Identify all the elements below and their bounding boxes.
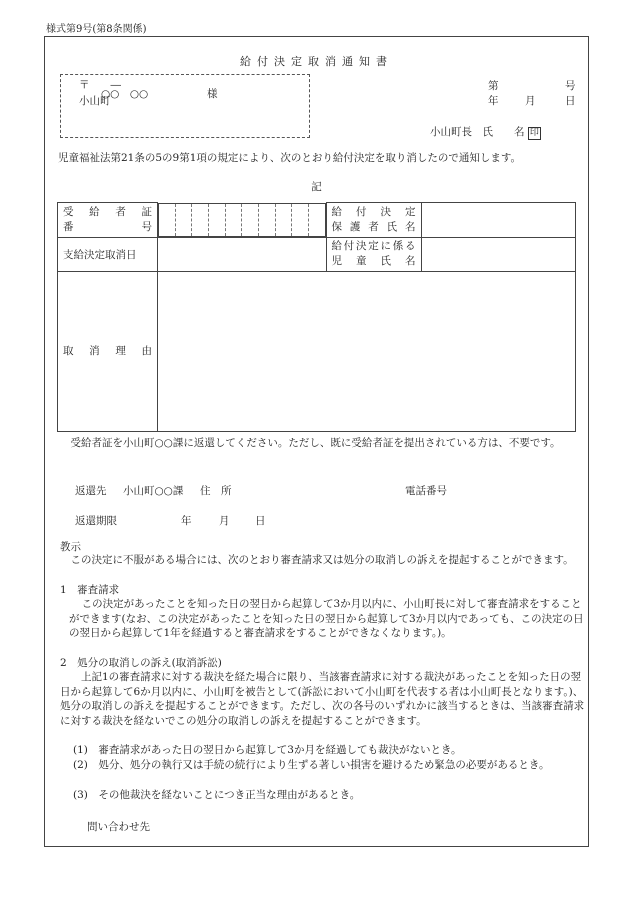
- details-table: [57, 202, 576, 432]
- item1-body: この決定があったことを知った日の翌日から起算して3か月以内に、小山町長に対して審査請求をすることができます(なお、この決定があったことを知った日の翌日から起算して3か月以内であっても、この決定の日の翌日から起算して1年を経過すると審査請求をすることができなくなります。)。: [69, 598, 584, 640]
- sender-name: 小山町長 氏 名: [430, 126, 525, 138]
- date-year: 年: [488, 95, 499, 107]
- notice-frame: [44, 36, 589, 847]
- intro-text: 児童福祉法第21条の5の9第1項の規定により、次のとおり給付決定を取り消したので通知します。: [58, 152, 522, 164]
- deadline-year: 年: [181, 515, 192, 527]
- cancel-date-label: 支給決定取消日: [58, 237, 158, 271]
- instruction-heading: 教示: [60, 541, 81, 553]
- form-number: 様式第9号(第8条関係): [46, 24, 147, 35]
- deadline-day: 日: [255, 515, 266, 527]
- recipient-number-field: [158, 203, 326, 237]
- sub-item-1: (1) 審査請求があった日の翌日から起算して3か月を経過しても裁決がないとき。: [73, 744, 462, 756]
- sub-item-2: (2) 処分、処分の執行又は手続の続行により生ずる著しい損害を避けるため緊急の必要があるとき。: [73, 759, 550, 771]
- addressee-name: ○○ ○○: [101, 88, 149, 100]
- child-name-field: [421, 237, 575, 271]
- item2-title: 2 処分の取消しの訴え(取消訴訟): [60, 657, 222, 669]
- sub-item-3: (3) その他裁決を経ないことにつき正当な理由があるとき。: [73, 789, 361, 801]
- reason-field: [158, 271, 576, 431]
- guardian-name-label: 給付決定 保護者氏名: [326, 203, 421, 238]
- seal-stamp: 印: [529, 128, 539, 138]
- instruction-intro: この決定に不服がある場合には、次のとおり審査請求又は処分の取消しの訴えを提起することができます。: [70, 554, 574, 566]
- addressee-honorific: 様: [207, 88, 218, 100]
- phone-label: 電話番号: [405, 485, 447, 497]
- address-block: [60, 74, 310, 138]
- reason-label: 取消理由: [58, 271, 158, 431]
- doc-number-prefix: 第: [488, 80, 499, 92]
- return-to-label: 返還先: [75, 485, 107, 497]
- deadline-month: 月: [219, 515, 230, 527]
- ki-heading: 記: [311, 181, 322, 193]
- contact-label: 問い合わせ先: [87, 821, 150, 833]
- address-town: 小山町: [79, 95, 111, 107]
- item2-body: 上記1の審査請求に対する裁決を経た場合に限り、当該審査請求に対する裁決があったことを知った日の翌日から起算して6か月以内に、小山町を被告として(訴訟において小山町を代表する者は小山町長となります。)、処分の取消しの訴えを提起することができます。ただし、次の各号のいずれかに該当するときは、当該審査請求に対する裁決を経ないでこの処分の取消しの訴えを提起することができます。: [60, 671, 585, 727]
- child-name-label: 給付決定に係る 児童氏名: [326, 237, 421, 271]
- recipient-number-label: 受給者証 番号: [58, 203, 158, 238]
- return-to-dept: 小山町○○課: [123, 485, 184, 497]
- doc-number-suffix: 号: [565, 80, 576, 92]
- deadline-label: 返還期限: [75, 515, 117, 527]
- date-day: 日: [565, 95, 576, 107]
- date-month: 月: [525, 95, 536, 107]
- item1-title: 1 審査請求: [60, 584, 120, 596]
- sender-signature: [430, 124, 541, 140]
- document-title: 給付決定取消通知書: [240, 55, 393, 68]
- guardian-name-field: [421, 203, 575, 238]
- return-address-label: 住 所: [200, 485, 232, 497]
- return-note: 受給者証を小山町○○課に返還してください。ただし、既に受給者証を提出されている方は、不要です。: [70, 437, 561, 449]
- postal-code: 〒 ―: [79, 79, 121, 91]
- cancel-date-field: [158, 237, 327, 271]
